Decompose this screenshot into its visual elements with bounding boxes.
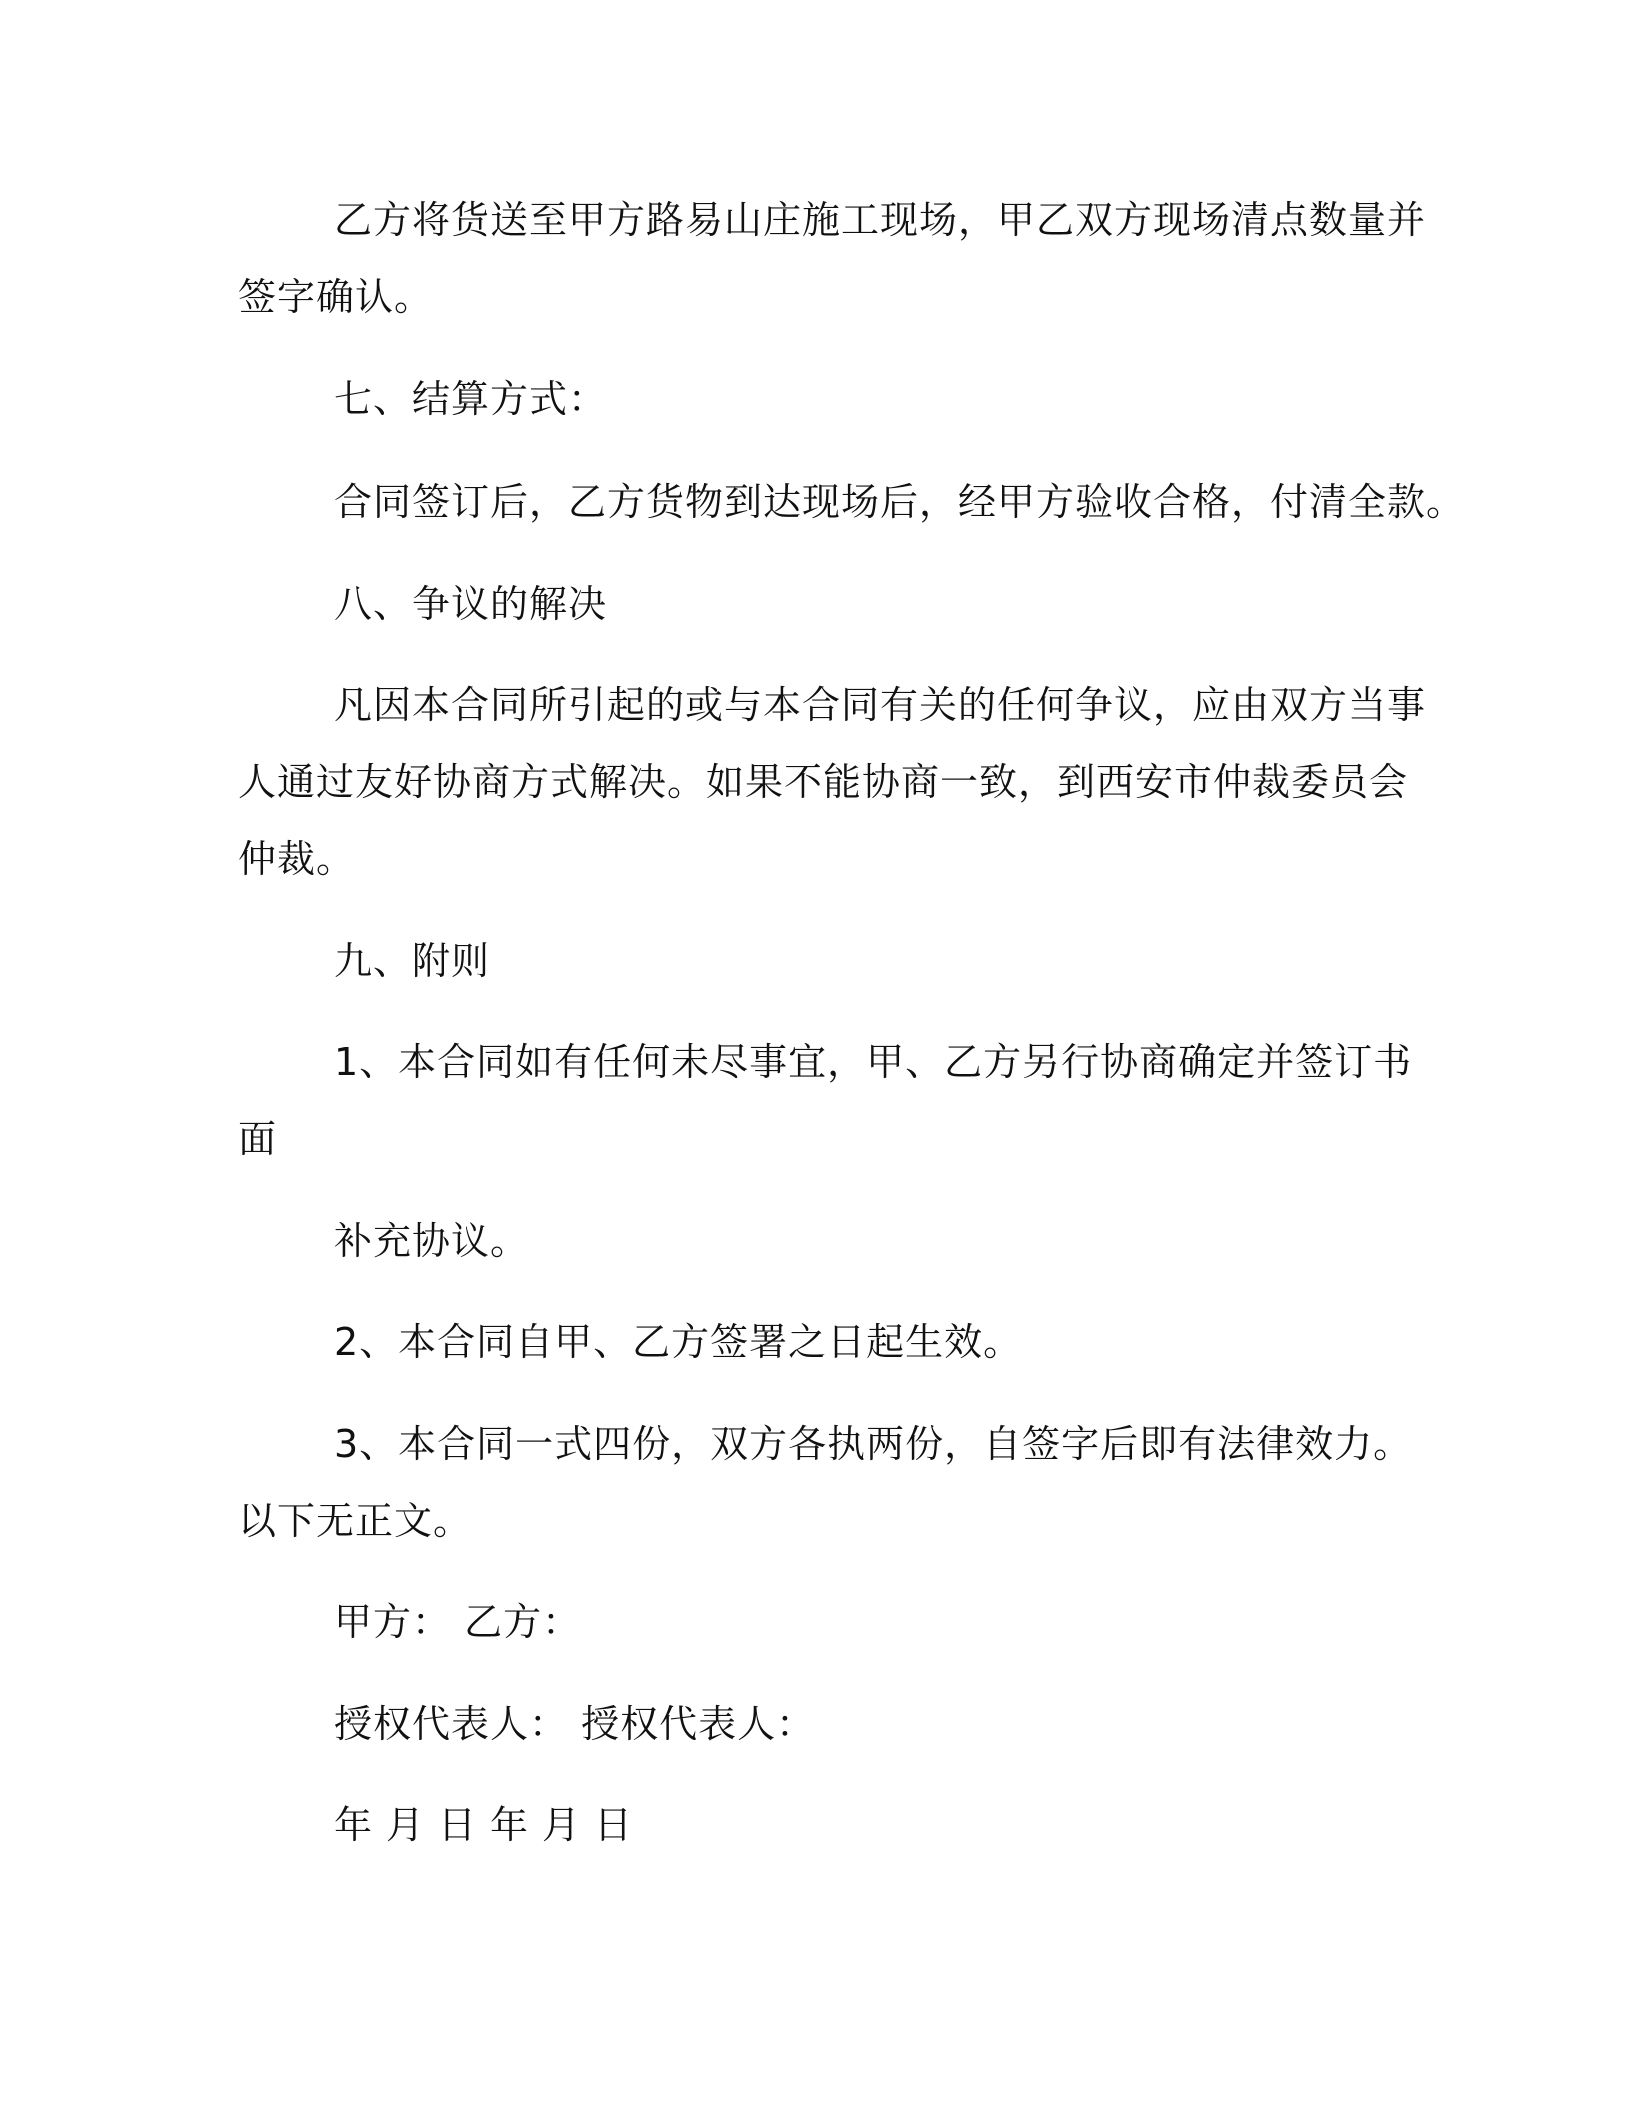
- delivery-text-line-2: 签字确认。: [238, 275, 434, 319]
- signature-representatives: 授权代表人： 授权代表人：: [334, 1702, 816, 1746]
- clause-2: 2、本合同自甲、乙方签署之日起生效。: [334, 1320, 1023, 1364]
- signature-dates: 年月日年月日: [334, 1803, 647, 1847]
- delivery-text-line-1: 乙方将货送至甲方路易山庄施工现场，甲乙双方现场清点数量并: [334, 198, 1427, 242]
- section-7-body: 合同签订后，乙方货物到达现场后，经甲方验收合格，付清全款。: [334, 480, 1466, 524]
- clause-3-line-1: 3、本合同一式四份，双方各执两份，自签字后即有法律效力。: [334, 1422, 1413, 1466]
- clause-1-line-3: 补充协议。: [334, 1219, 530, 1263]
- section-9-title: 九、附则: [334, 939, 491, 983]
- section-7-title: 七、结算方式：: [334, 377, 608, 421]
- section-8-title: 八、争议的解决: [334, 582, 608, 626]
- section-8-text-line-3: 仲裁。: [238, 837, 356, 881]
- clause-1-line-2: 面: [238, 1117, 278, 1161]
- section-8-text-line-1: 凡因本合同所引起的或与本合同有关的任何争议，应由双方当事: [334, 683, 1427, 727]
- clause-3-line-2: 以下无正文。: [238, 1499, 473, 1543]
- section-8-text-line-2: 人通过友好协商方式解决。如果不能协商一致，到西安市仲裁委员会: [238, 760, 1409, 804]
- clause-1-line-1: 1、本合同如有任何未尽事宜，甲、乙方另行协商确定并签订书: [334, 1040, 1413, 1084]
- signature-parties: 甲方： 乙方：: [334, 1600, 582, 1644]
